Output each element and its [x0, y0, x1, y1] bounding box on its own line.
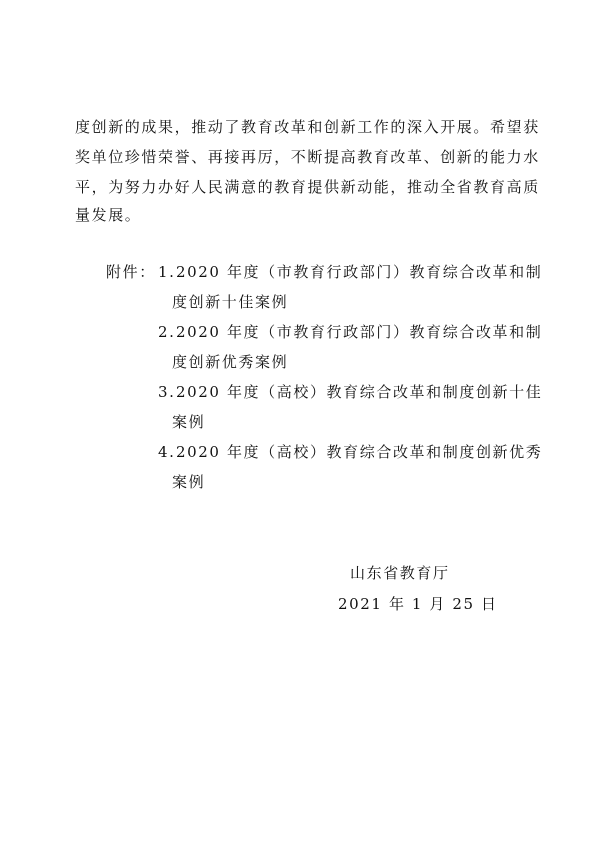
signature-organization: 山东省教育厅 — [350, 564, 450, 582]
attachment-2-title: 2020 年度（市教育行政部门）教育综合改革和制 — [176, 323, 543, 341]
attachment-4-title: 2020 年度（高校）教育综合改革和制度创新优秀 — [176, 443, 543, 461]
attachment-3-title-cont: 案例 — [172, 413, 206, 431]
attachment-1-number: 1. — [158, 263, 176, 281]
attachment-1-title: 2020 年度（市教育行政部门）教育综合改革和制 — [176, 263, 543, 281]
attachment-3-title: 2020 年度（高校）教育综合改革和制度创新十佳 — [176, 383, 543, 401]
attachments-label: 附件： — [106, 263, 156, 281]
attachment-4-number: 4. — [158, 443, 176, 461]
body-line-1: 度创新的成果，推动了教育改革和创新工作的深入开展。希望获 — [75, 118, 540, 136]
body-line-3: 平，为努力办好人民满意的教育提供新动能，推动全省教育高质 — [75, 178, 540, 196]
attachment-4-title-cont: 案例 — [172, 473, 206, 491]
signature-date: 2021 年 1 月 25 日 — [338, 595, 498, 613]
attachment-2-number: 2. — [158, 323, 176, 341]
attachment-2-title-cont: 度创新优秀案例 — [172, 353, 289, 371]
attachment-1-title-cont: 度创新十佳案例 — [172, 293, 289, 311]
attachment-3-number: 3. — [158, 383, 176, 401]
body-line-2: 奖单位珍惜荣誉、再接再厉，不断提高教育改革、创新的能力水 — [75, 148, 540, 166]
body-line-4: 量发展。 — [75, 206, 142, 224]
